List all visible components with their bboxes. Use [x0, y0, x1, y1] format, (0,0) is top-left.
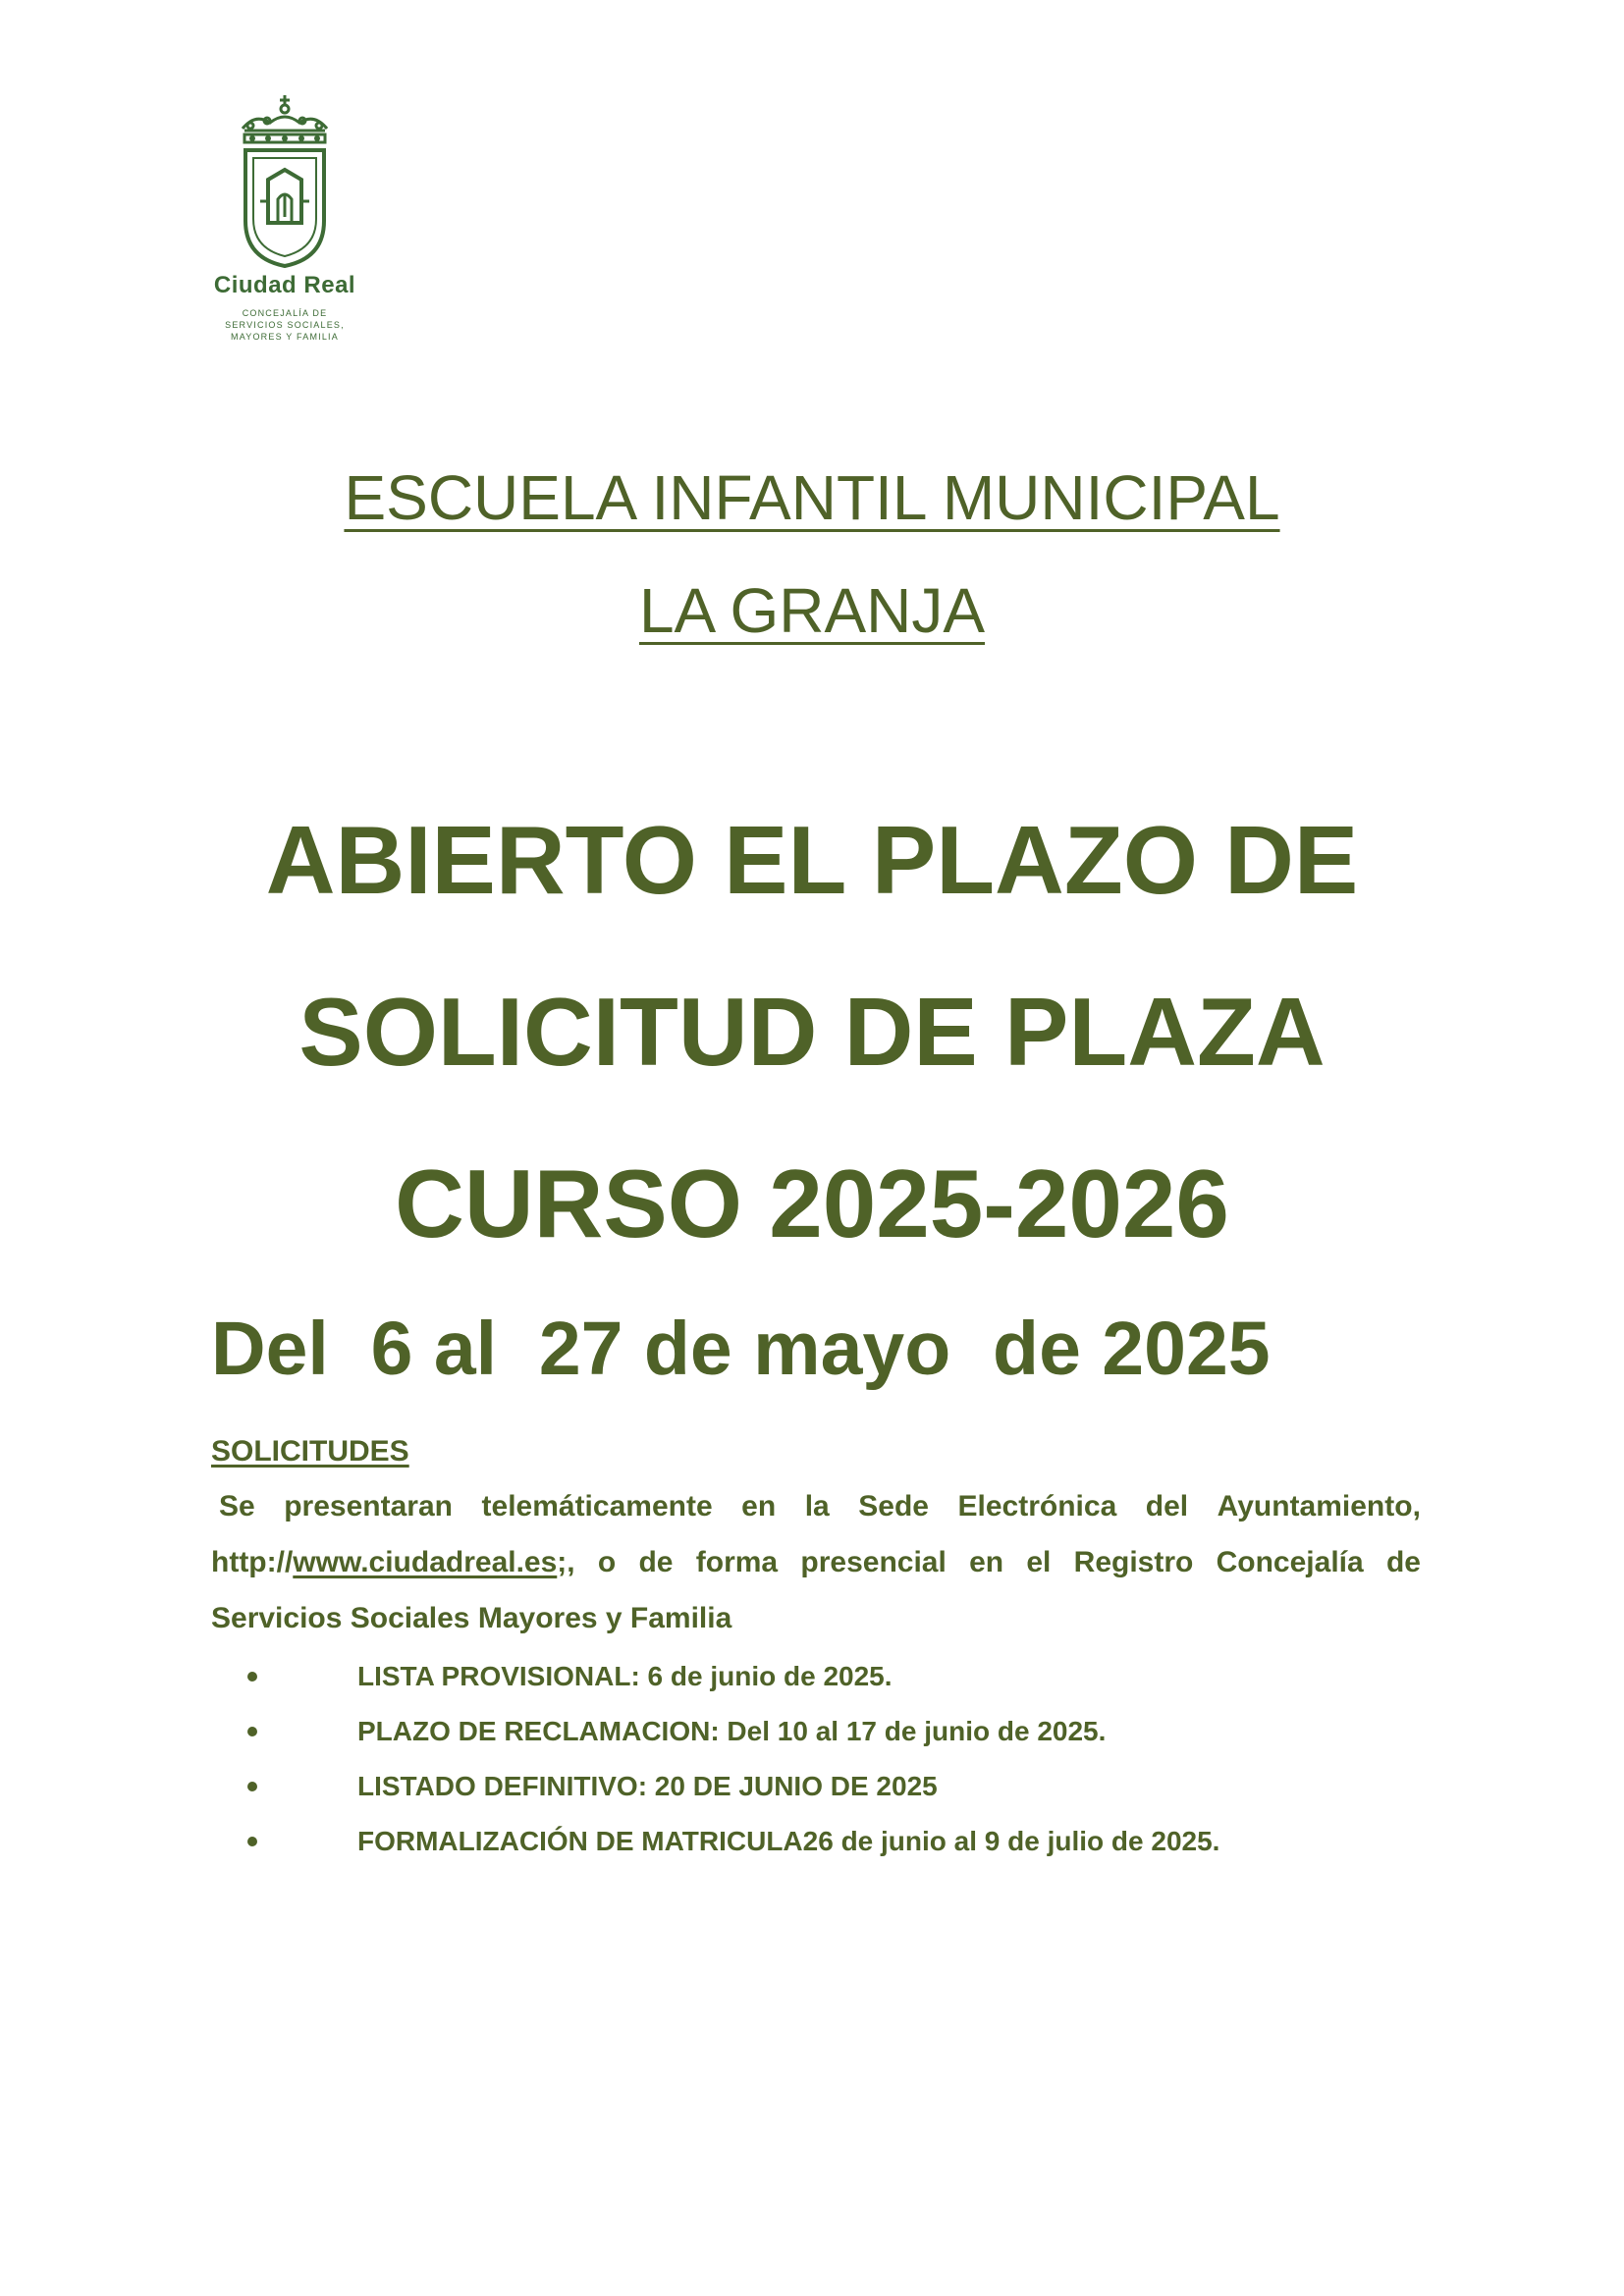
logo-subtitle-line: SERVICIOS SOCIALES, — [225, 320, 345, 330]
url-group — [211, 1546, 575, 1579]
website-link[interactable]: www.ciudadreal.es — [293, 1546, 558, 1578]
word: de — [1385, 1546, 1421, 1578]
word: en — [969, 1546, 1004, 1578]
list-item — [304, 1657, 1219, 1712]
word: presentaran — [284, 1490, 453, 1522]
word: la — [804, 1490, 830, 1522]
word: o — [597, 1546, 617, 1578]
list-item-text: LISTA PROVISIONAL: 6 de junio de 2025. — [357, 1661, 893, 1691]
ciudad-real-crown-shield-icon — [201, 93, 368, 270]
word: el — [1026, 1546, 1052, 1578]
logo-subtitle — [201, 307, 368, 343]
word: Ayuntamiento, — [1217, 1490, 1421, 1522]
word: telemáticamente — [481, 1490, 713, 1522]
ciudad-real-logo — [201, 93, 368, 358]
list-item — [304, 1712, 1219, 1767]
list-item-text: FORMALIZACIÓN DE MATRICULA26 de junio al 9 de julio de 2025. — [357, 1826, 1220, 1856]
word: Registro — [1073, 1546, 1194, 1578]
logo-name: Ciudad Real — [213, 272, 356, 298]
word: Se — [219, 1490, 255, 1522]
word: del — [1145, 1490, 1189, 1522]
bullet-icon — [247, 1782, 257, 1791]
word: Sede — [858, 1490, 929, 1522]
solicitudes-text-line-1 — [211, 1490, 1421, 1523]
school-subname-heading: LA GRANJA — [638, 575, 986, 646]
announcement-line-2: SOLICITUD DE PLAZA — [298, 978, 1326, 1086]
application-dates: Del 6 al 27 de mayo de 2025 — [211, 1307, 1271, 1391]
list-item — [304, 1767, 1219, 1822]
url-prefix: http:// — [211, 1546, 294, 1578]
announcement-line-1: ABIERTO EL PLAZO DE — [265, 806, 1359, 914]
logo-subtitle-line: CONCEJALÍA DE — [242, 308, 328, 318]
list-item-text: PLAZO DE RECLAMACION: Del 10 al 17 de junio de 2025. — [357, 1716, 1107, 1746]
bullet-icon — [247, 1837, 257, 1846]
word: en — [741, 1490, 777, 1522]
logo-subtitle-line: MAYORES Y FAMILIA — [231, 332, 339, 342]
word: de — [638, 1546, 674, 1578]
word: presencial — [800, 1546, 947, 1578]
word: Concejalía — [1216, 1546, 1364, 1578]
word: forma — [695, 1546, 779, 1578]
word: Electrónica — [957, 1490, 1117, 1522]
bullet-icon — [247, 1672, 257, 1682]
list-item-text: LISTADO DEFINITIVO: 20 DE JUNIO DE 2025 — [357, 1771, 938, 1801]
announcement-line-3: CURSO 2025-2026 — [395, 1149, 1229, 1257]
bullet-icon — [247, 1727, 257, 1736]
solicitudes-text-line-2 — [211, 1546, 1421, 1579]
solicitudes-text-line-3: Servicios Sociales Mayores y Familia — [211, 1602, 732, 1634]
list-item — [304, 1822, 1219, 1877]
solicitudes-title: SOLICITUDES — [211, 1435, 409, 1468]
deadlines-list — [304, 1657, 1219, 1877]
word: ;, — [557, 1546, 575, 1578]
school-name-heading: ESCUELA INFANTIL MUNICIPAL — [344, 462, 1280, 533]
